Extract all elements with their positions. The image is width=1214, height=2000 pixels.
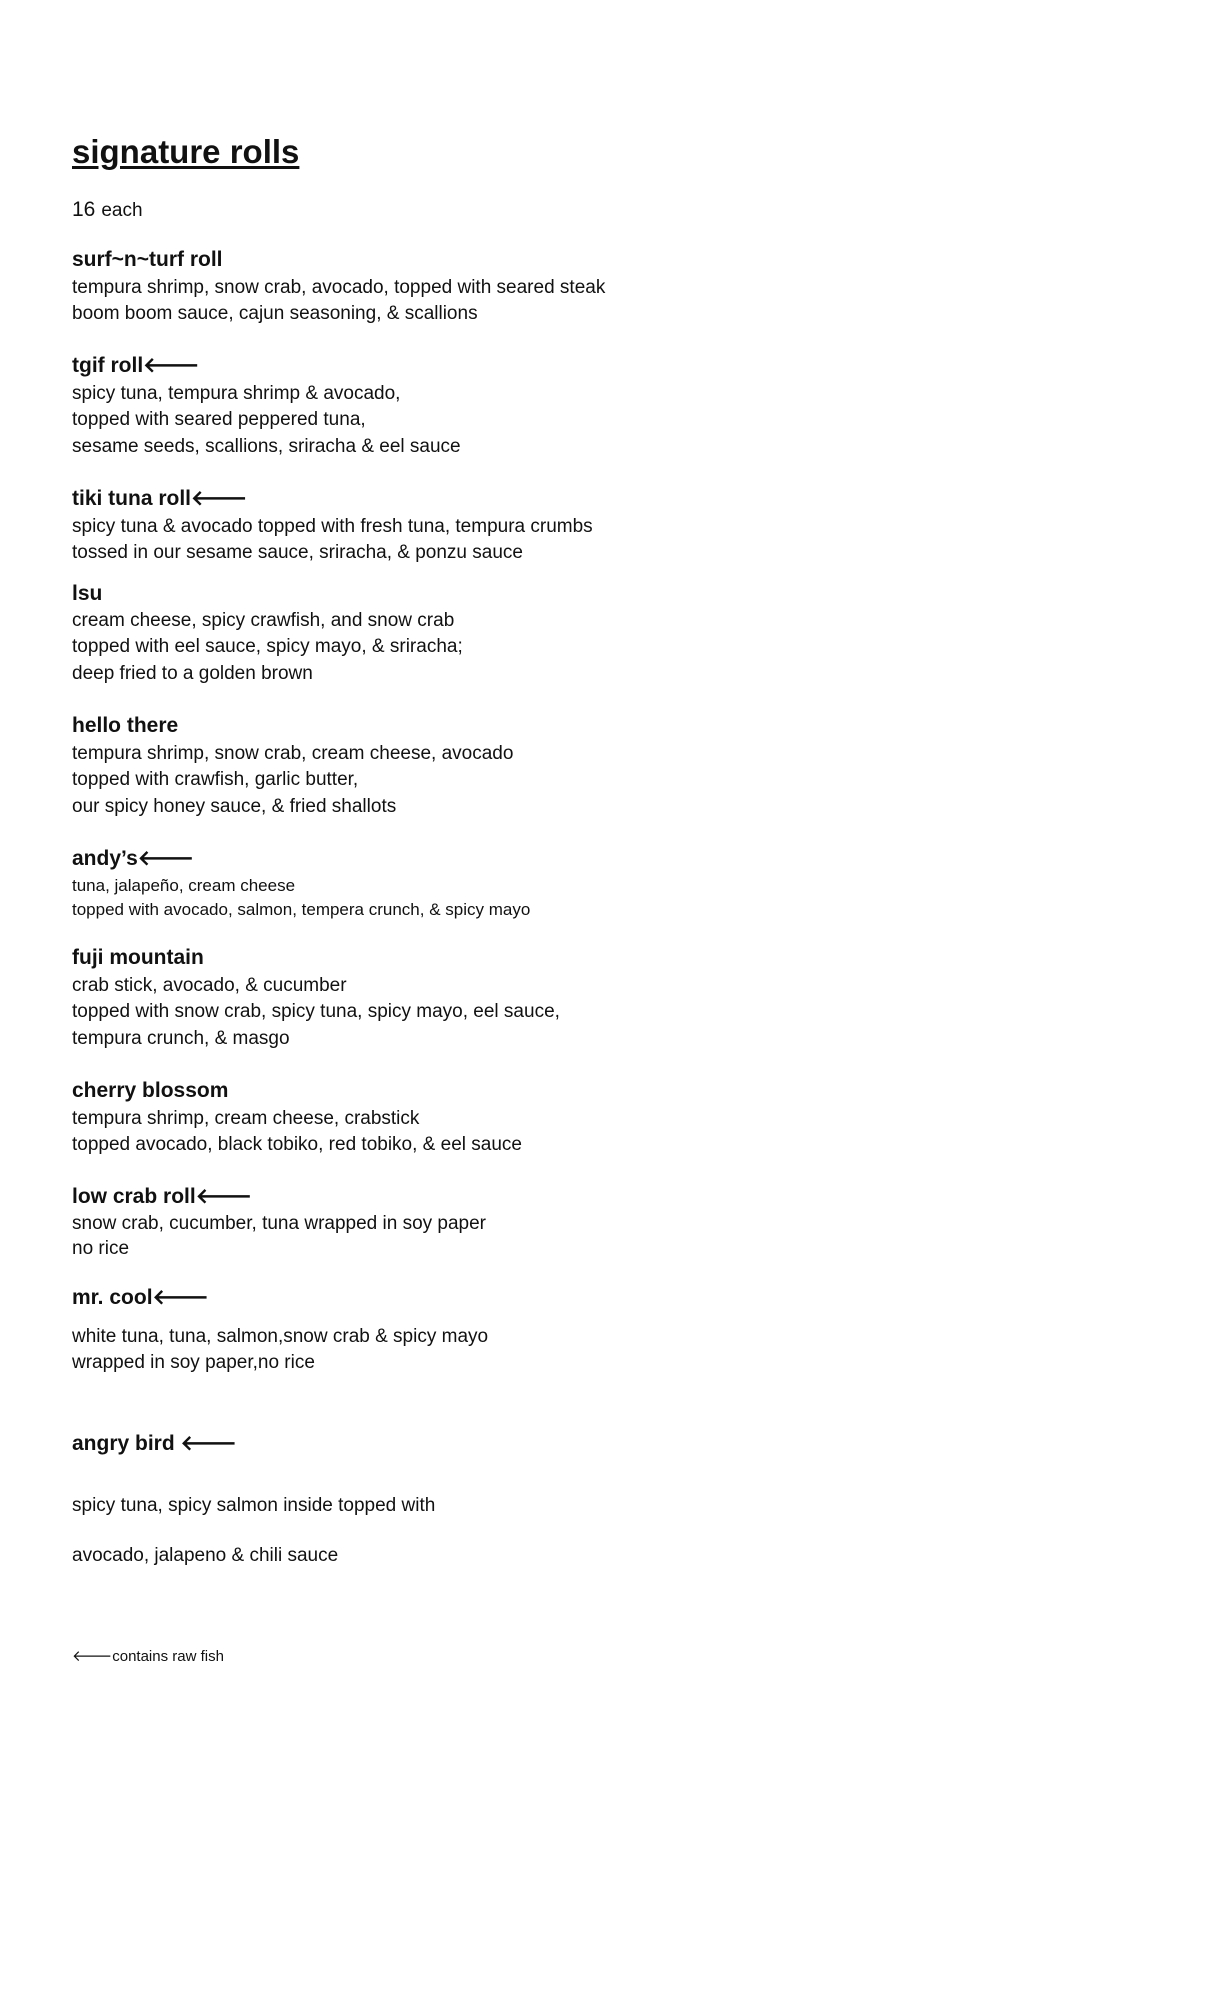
- description-line: our spicy honey sauce, & fried shallots: [72, 795, 397, 817]
- roll-name: fuji mountain: [72, 946, 204, 969]
- roll-name: tiki tuna roll🡐: [72, 487, 248, 510]
- description-line: cream cheese, spicy crawfish, and snow crab: [72, 610, 455, 631]
- price-line: [72, 196, 143, 225]
- description-line: tempura shrimp, snow crab, cream cheese, avocado: [72, 743, 514, 764]
- roll-name: angry bird 🡐: [72, 1432, 237, 1455]
- roll-description: [72, 514, 593, 567]
- description-line: crab stick, avocado, & cucumber: [72, 975, 347, 996]
- roll-name: surf~n~turf roll: [72, 248, 223, 271]
- raw-fish-footnote: 🡐contains raw fish: [72, 1648, 224, 1665]
- roll-name: cherry blossom: [72, 1079, 229, 1102]
- roll-description: [72, 275, 605, 328]
- description-line: tuna, jalapeño, cream cheese: [72, 876, 296, 895]
- description-line: avocado, jalapeno & chili sauce: [72, 1545, 339, 1566]
- description-line: no rice: [72, 1237, 130, 1259]
- roll-description: [72, 1212, 486, 1261]
- roll-name: mr. cool🡐: [72, 1286, 209, 1309]
- page-title: signature rolls: [72, 133, 300, 170]
- roll-description: [72, 874, 530, 921]
- description-line: topped with avocado, salmon, tempera crunch, & spicy mayo: [72, 899, 531, 919]
- price-unit: each: [101, 200, 143, 221]
- roll-description: [72, 1481, 435, 1581]
- roll-description: [72, 1324, 488, 1377]
- roll-name: tgif roll🡐: [72, 354, 200, 377]
- description-line: spicy tuna & avocado topped with fresh tuna, tempura crumbs: [72, 516, 593, 537]
- description-line: topped with eel sauce, spicy mayo, & sriracha;: [72, 636, 463, 658]
- roll-name: low crab roll🡐: [72, 1185, 253, 1208]
- description-line: tempura crunch, & masgo: [72, 1027, 290, 1049]
- description-line: white tuna, tuna, salmon,snow crab & spicy mayo: [72, 1326, 489, 1347]
- description-line: topped with crawfish, garlic butter,: [72, 769, 359, 791]
- roll-description: [72, 608, 463, 687]
- description-line: snow crab, cucumber, tuna wrapped in soy paper: [72, 1213, 487, 1234]
- description-line: topped with snow crab, spicy tuna, spicy mayo, eel sauce,: [72, 1001, 560, 1023]
- roll-name: andy’s🡐: [72, 847, 195, 870]
- description-line: topped with seared peppered tuna,: [72, 409, 366, 431]
- description-line: tempura shrimp, snow crab, avocado, topped with seared steak: [72, 277, 606, 298]
- price-value: 16: [72, 198, 96, 221]
- description-line: spicy tuna, spicy salmon inside topped with: [72, 1495, 436, 1516]
- description-line: spicy tuna, tempura shrimp & avocado,: [72, 383, 401, 404]
- description-line: deep fried to a golden brown: [72, 662, 313, 684]
- description-line: tempura shrimp, cream cheese, crabstick: [72, 1108, 420, 1129]
- description-line: tossed in our sesame sauce, sriracha, & ponzu sauce: [72, 542, 523, 564]
- description-line: boom boom sauce, cajun seasoning, & scallions: [72, 303, 478, 325]
- roll-description: [72, 1106, 522, 1159]
- description-line: sesame seeds, scallions, sriracha & eel sauce: [72, 435, 461, 457]
- roll-name: lsu: [72, 582, 103, 605]
- roll-name: hello there: [72, 714, 179, 737]
- roll-description: [72, 741, 513, 820]
- description-line: wrapped in soy paper,no rice: [72, 1352, 315, 1374]
- description-line: topped avocado, black tobiko, red tobiko, & eel sauce: [72, 1134, 522, 1156]
- roll-description: [72, 381, 461, 460]
- roll-description: [72, 973, 560, 1052]
